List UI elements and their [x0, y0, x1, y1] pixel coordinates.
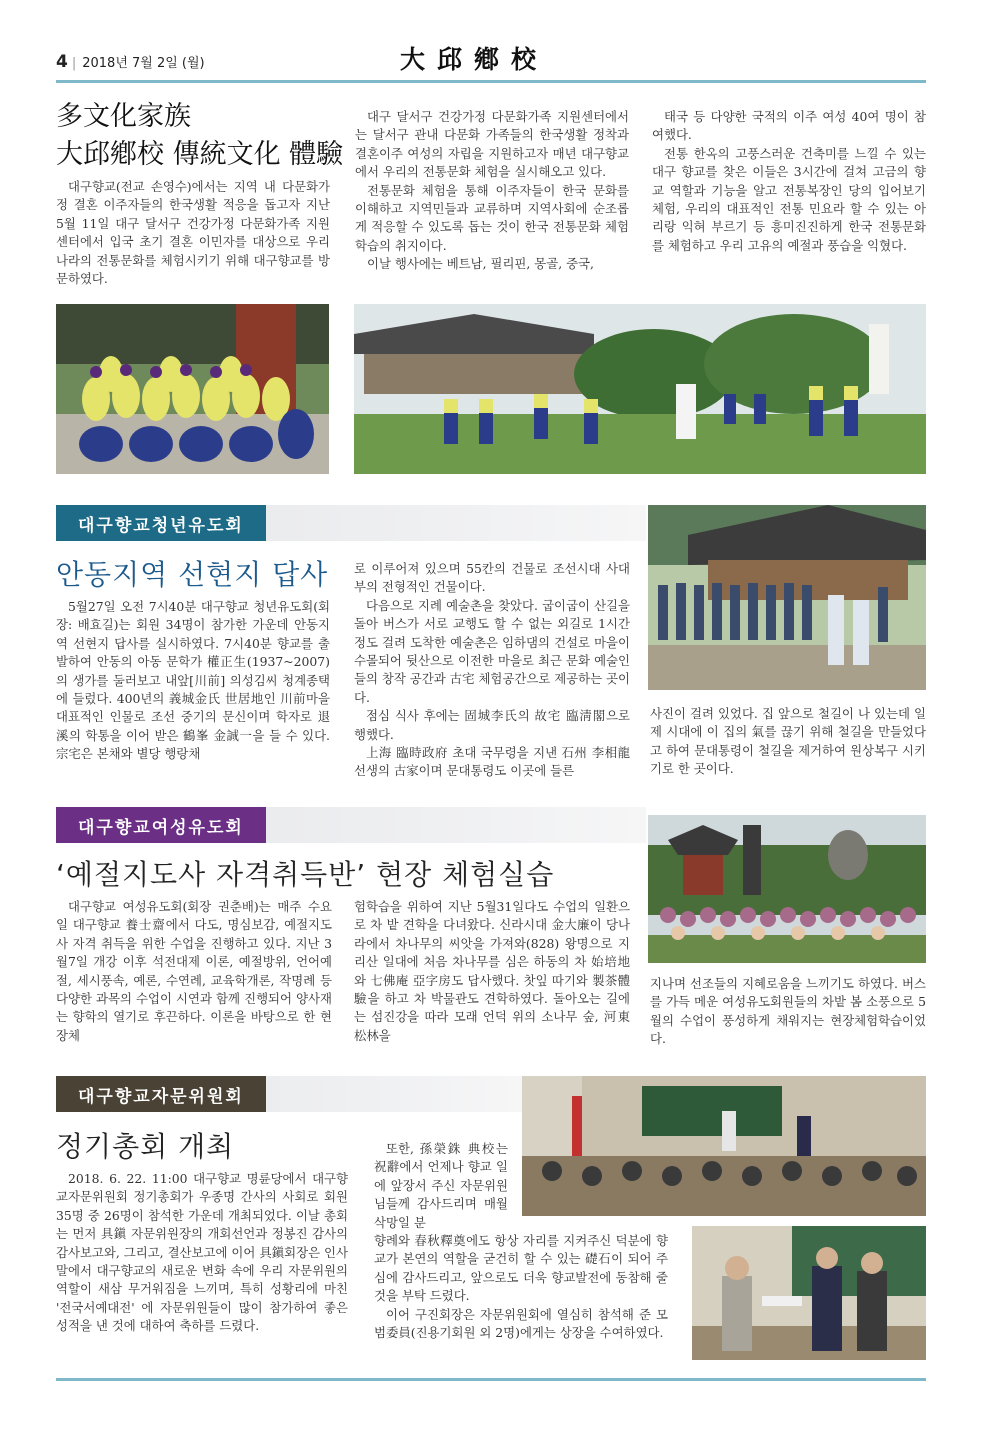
article2-title: 안동지역 선현지 답사	[56, 558, 329, 591]
article2-col1: 5월27일 오전 7시40분 대구향교 청년유도회(회장: 배효길)는 회원 34명이 참가한 가운데 안동지역 선현지 답사를 실시하였다. 7시40분 향교를 출발하여 안동의 아동 문학가 權正生(1937~2007)의 생가를 둘러보고 내앞[川前] 의성김씨 청계종택에 들렀다. 400년의 義城金氏 世居地인 川前마을 대표적인 인물로 조선 중기의 문신이며 학자로 退溪의 학통을 이어 받은 鶴峯 金誠一을 들 수 있다. 宗宅은 본채와 별당 행랑채	[56, 599, 330, 762]
article1-group-photo	[56, 304, 329, 474]
article4-col2-short: 또한, 孫榮銖 典校는 祝辭에서 언제나 향교 일에 앞장서 주신 자문위원님들께 감사드리며 매월 삭망일 분	[374, 1141, 508, 1230]
article3-col3: 지나며 선조들의 지혜로움을 느끼기도 하였다. 버스를 가득 메운 여성유도회원들의 차밭 봄 소풍으로 5월의 수업이 풍성하게 채워지는 현장체험학습이었다.	[650, 976, 926, 1047]
article4-col2-rest: 향례와 春秋釋奠에도 항상 자리를 지켜주신 덕분에 향교가 본연의 역할을 굳건히 할 수 있는 礎石이 되어 주심에 감사드리고, 앞으로도 더욱 향교발전에 동참해 줄 것을 부탁 드렸다. 이어 구진회장은 자문위원회에 열심히 참석해 준 모범委員(진용기회원 외 2명)에게는 상장을 수여하였다.	[374, 1233, 668, 1341]
article1-col3: 태국 등 다양한 국적의 이주 여성 40여 명이 참여했다. 전통 한옥의 고풍스러운 건축미를 느낄 수 있는 대구 향교를 찾은 이들은 3시간에 걸쳐 고금의 향교 역할과 기능을 알고 전통복장인 당의 입어보기 체험, 우리의 대표적인 전통 민요라 할 수 있는 아리랑 익혀 부르기 등 흥미진진하게 한국 전통문화를 체험하고 우리 고유의 예절과 풍습을 익혔다.	[652, 109, 926, 253]
article1-col2: 대구 달서구 건강가정 다문화가족 지원센터에서는 달서구 관내 다문화 가족들의 한국생활 정착과 결혼이주 여성의 자립을 지원하고자 매년 대구향교에서 우리의 전통문화 체험을 실시해오고 있다. 전통문화 체험을 통해 이주자들이 한국 문화를 이해하고 지역민들과 교류하며 지역사회에 순조롭게 적응할 수 있도록 돕는 것이 한국 전통문화 체험학습의 취지이다. 이날 행사에는 베트남, 필리핀, 몽골, 중국,	[355, 109, 629, 272]
article4-col1: 2018. 6. 22. 11:00 대구향교 명륜당에서 대구향교자문위원회 정기총회가 우종명 간사의 사회로 회원35명 중 26명이 참석한 가운데 개최되었다. 이날 총회는 먼저 具鎭 자문위원장의 개회선언과 정봉진 감사의 감사보고와, 그리고, 결산보고에 이어 具鎭회장은 인사말에서 대구향교의 새로운 변화 속에 우리 자문위원의 역할이 새삼 무거워짐을 느끼며, 특히 성황리에 마친 '전국서예대전' 에 자문위원들이 많이 참가하여 좋은 성적을 낸 것에 대하여 축하를 드렸다.	[56, 1171, 348, 1334]
header-rule	[56, 80, 926, 83]
article4-banner	[56, 1076, 522, 1112]
article3-banner	[56, 807, 646, 843]
article1-title-line2: 大邱鄕校 傳統文化 體驗	[56, 139, 344, 170]
page-number: 4	[56, 52, 68, 72]
page-info: 4 | 2018년 7월 2일 (월)	[56, 52, 205, 72]
article2-col3: 사진이 걸려 있었다. 집 앞으로 철길이 나 있는데 일제 시대에 이 집의 氣를 끊기 위해 철길을 만들었다고 하여 문대통령이 철길을 제거하여 원상복구 시키기로 한 곳이다.	[650, 706, 926, 777]
article1-col1: 대구향교(전교 손영수)에서는 지역 내 다문화가정 결혼 이주자들의 한국생활 적응을 돕고자 지난 5월 11일 대구 달서구 건강가정 다문화가족 지원센터에서 입국 초기 결혼 이민자를 대상으로 우리나라의 전통문화를 체험시키기 위해 대구향교를 방문하였다.	[56, 179, 330, 287]
article3-photo	[648, 815, 926, 963]
article4-title: 정기총회 개최	[56, 1130, 235, 1163]
article1-courtyard-photo	[354, 304, 926, 474]
article3-col2: 험학습을 위하여 지난 5월31일다도 수업의 일환으로 차 밭 견학을 다녀왔다. 신라시대 金大廉이 당나라에서 차나무의 씨앗을 가져와(828) 왕명으로 지리산 일대에 처음 차나무를 심은 하동의 차 始培地와 七佛庵 亞字房도 답사했다. 찻잎 따기와 製茶體驗을 하고 차 박물관도 견학하였다. 돌아오는 길에는 섬진강을 따라 모래 언덕 위의 소나무 숲, 河東 松林을	[354, 899, 630, 1043]
article4-meeting-photo	[522, 1076, 926, 1216]
masthead: 大邱鄕校	[400, 45, 549, 74]
article4-award-photo	[692, 1226, 926, 1360]
article2-photo	[648, 505, 926, 690]
article3-banner-label: 대구향교여성유도회	[56, 807, 266, 843]
article3-col1: 대구향교 여성유도회(회장 권춘배)는 매주 수요일 대구향교 養士齋에서 다도, 명심보감, 예절지도사 자격 취득을 위한 수업을 진행하고 있다. 지난 3월7일 개강 이후 석전대제 이론, 예절방위, 언어예절, 세시풍속, 예론, 수연례, 교육학개론, 작명례 등 다양한 과목의 수업이 시연과 함께 진행되어 양사재는 향학의 열기로 후끈하다. 이론을 바탕으로 한 현장체	[56, 899, 332, 1043]
article3-title: ‘예절지도사 자격취득반’ 현장 체험실습	[56, 858, 555, 891]
article2-banner	[56, 505, 646, 541]
article2-col2: 로 이루어져 있으며 55칸의 건물로 조선시대 사대부의 전형적인 건물이다. 다음으로 지례 예술촌을 찾았다. 굽이굽이 산길을 돌아 버스가 서로 교행도 할 수 없는 외길로 1시간 정도 걸려 도착한 예술촌은 임하댐의 건설로 마을이 수몰되어 뒷산으로 이전한 마을로 최근 문화 예술인들의 창작 공간과 古宅 체험공간으로 제공하는 곳이다. 점심 식사 후에는 固城李氏의 故宅 臨淸閣으로 행했다. 上海 臨時政府 초대 국무령을 지낸 石州 李相龍선생의 古家이며 문대통령도 이곳에 들른	[354, 561, 630, 779]
article2-banner-label: 대구향교청년유도회	[56, 505, 266, 541]
issue-date: 2018년 7월 2일 (월)	[82, 56, 205, 71]
article1-title-line1: 多文化家族	[56, 101, 191, 132]
article4-banner-label: 대구향교자문위원회	[56, 1076, 266, 1112]
footer-rule	[56, 1378, 926, 1381]
article1-title	[56, 98, 356, 174]
